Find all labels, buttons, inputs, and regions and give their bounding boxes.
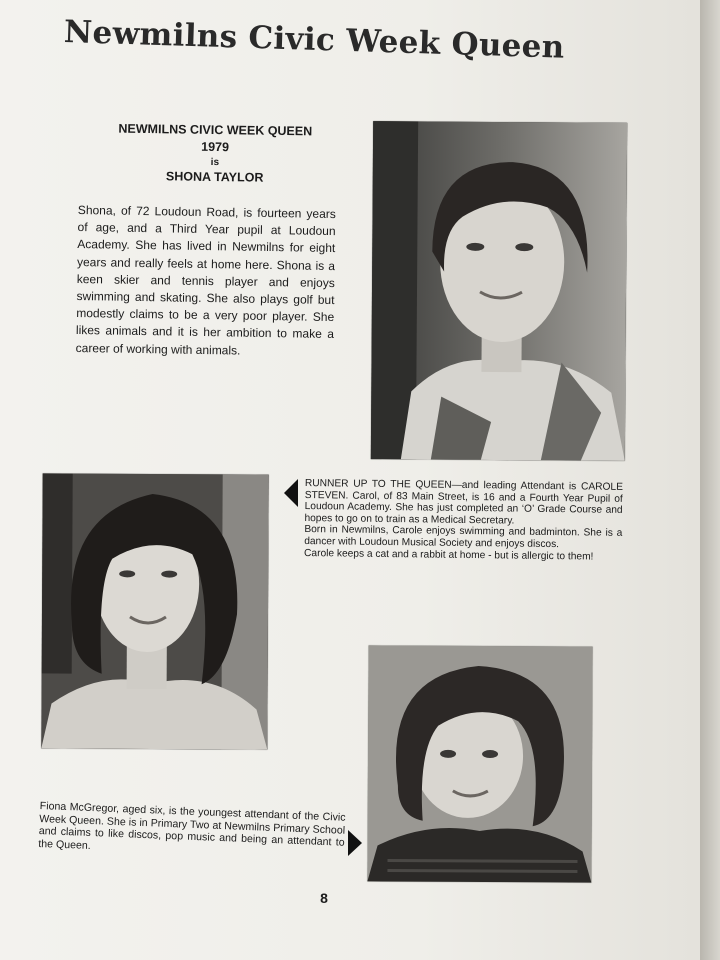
- runner-up-photo: [41, 473, 268, 749]
- runner-up-paragraph: Born in Newmilns, Carole enjoys swimming and badminton. She is a dancer with Loudoun Musical Society and enjoys discos.: [304, 524, 623, 551]
- youngest-attendant-photo: [367, 645, 592, 882]
- queen-heading-year: 1979: [201, 139, 230, 155]
- runner-up-paragraph: RUNNER UP TO THE QUEEN—and leading Attendant is CAROLE STEVEN. Carol, of 83 Main Street, is 16 and a Fourth Year Pupil of Loudoun Academy. She has just completed an ‘O’ Grade Course and hopes to go on to train as a Medical Secretary.: [304, 478, 623, 527]
- queen-heading-line1: NEWMILNS CIVIC WEEK QUEEN: [118, 121, 313, 139]
- pointer-right-icon: [348, 830, 362, 856]
- runner-up-description: [304, 478, 623, 563]
- page-title: Newmilns Civic Week Queen: [63, 14, 566, 66]
- background-page-edge: [700, 0, 720, 960]
- pointer-left-icon: [284, 479, 298, 507]
- youngest-attendant-description: Fiona McGregor, aged six, is the youngest attendant of the Civic Week Queen. She is in Primary Two at Newmilns Primary School and claims to like discos, pop music and being an attendant to the Queen.: [38, 800, 346, 852]
- queen-description: Shona, of 72 Loudoun Road, is fourteen years of age, and a Third Year pupil at Loudoun Academy. She has lived in Newmilns for eight years and really feels at home here. Shona is a keen skier and tennis player and enjoys swimming and skating. She also plays golf but modestly claims to be a very poor player. She likes animals and it is her ambition to make a career of working with animals.: [75, 202, 336, 358]
- runner-up-paragraph: Carole keeps a cat and a rabbit at home - but is allergic to them!: [304, 547, 594, 563]
- queen-heading-name: SHONA TAYLOR: [165, 169, 264, 185]
- queen-heading-is: is: [210, 156, 220, 169]
- queen-heading: [95, 120, 336, 187]
- page-number: 8: [320, 890, 328, 906]
- queen-photo: [371, 121, 627, 461]
